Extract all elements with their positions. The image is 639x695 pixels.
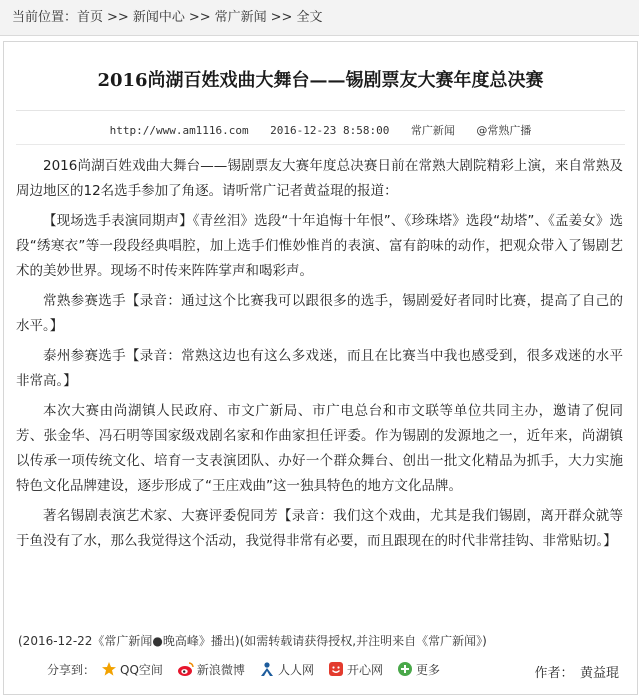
weibo-icon — [177, 661, 194, 677]
share-kaixin[interactable] — [328, 661, 383, 678]
breadcrumb-home[interactable]: 首页 — [77, 10, 104, 25]
more-icon — [397, 661, 413, 677]
share-weibo[interactable] — [177, 661, 245, 678]
share-more-label: 更多 — [415, 662, 440, 677]
meta-divider — [16, 144, 625, 145]
share-renren[interactable] — [259, 661, 314, 678]
article-title: 2016尚湖百姓戏曲大舞台——锡剧票友大赛年度总决赛 — [97, 70, 544, 91]
meta-source: @常熟广播 — [476, 124, 532, 137]
article-paragraph: 泰州参赛选手【录音：常熟这边也有这么多戏迷，而且在比赛当中我也感受到，很多戏迷的水平非常高。】 — [16, 348, 623, 389]
share-kaixin-label: 开心网 — [346, 662, 383, 677]
renren-icon — [259, 661, 275, 677]
qzone-icon — [101, 661, 117, 677]
article-author: 作者： 黄益琨 — [534, 666, 619, 681]
broadcast-note: (2016-12-22《常广新闻●晚高峰》播出)(如需转载请获得授权,并注明来自《常广新闻》) — [18, 634, 487, 648]
article-body — [16, 154, 623, 559]
breadcrumb-news-center[interactable]: 新闻中心 — [132, 10, 185, 25]
article-paragraph: 2016尚湖百姓戏曲大舞台——锡剧票友大赛年度总决赛日前在常熟大剧院精彩上演，来自常熟及周边地区的12名选手参加了角逐。请听常广记者黄益琨的报道： — [16, 158, 623, 199]
breadcrumb-current: 全文 — [296, 10, 323, 25]
share-qzone[interactable] — [101, 661, 163, 678]
meta-category: 常广新闻 — [410, 124, 455, 137]
article-panel — [3, 41, 638, 695]
kaixin-icon — [328, 661, 344, 677]
article-paragraph: 【现场选手表演同期声】《青丝泪》选段“十年追悔十年恨”、《珍珠塔》选段“劫塔”、《孟姜女》选段“绣寒衣”等一段段经典唱腔，加上选手们惟妙惟肖的表演、富有韵味的动作，把观众带入了锡剧艺术的美妙世界。现场不时传来阵阵掌声和喝彩声。 — [16, 213, 623, 279]
breadcrumb — [0, 0, 639, 36]
breadcrumb-changguang-news[interactable]: 常广新闻 — [214, 10, 267, 25]
breadcrumb-separator: >> — [270, 10, 293, 25]
share-renren-label: 人人网 — [277, 662, 314, 677]
breadcrumb-separator: >> — [188, 10, 211, 25]
meta-date: 2016-12-23 8:58:00 — [270, 124, 390, 137]
meta-url[interactable]: http://www.am1116.com — [109, 124, 249, 137]
share-bar — [47, 659, 454, 679]
share-label: 分享到： — [47, 662, 96, 677]
article-meta — [4, 122, 637, 138]
share-weibo-label: 新浪微博 — [196, 662, 245, 677]
share-qzone-label: QQ空间 — [120, 662, 163, 677]
article-paragraph: 本次大赛由尚湖镇人民政府、市文广新局、市广电总台和市文联等单位共同主办，邀请了倪同芳、张金华、冯石明等国家级戏剧名家和作曲家担任评委。作为锡剧的发源地之一，近年来，尚湖镇以传承一项传统文化、培育一支表演团队、办好一个群众舞台、创出一批文化精品为抓手，大力实施特色文化品牌建设，逐步形成了“王庄戏曲”这一独具特色的地方文化品牌。 — [16, 403, 623, 494]
breadcrumb-separator: >> — [107, 10, 129, 25]
breadcrumb-prefix: 当前位置： — [12, 10, 78, 25]
share-more[interactable] — [397, 661, 440, 678]
article-paragraph: 常熟参赛选手【录音：通过这个比赛我可以跟很多的选手，锡剧爱好者同时比赛，提高了自己的水平。】 — [16, 293, 623, 334]
title-divider — [16, 110, 625, 111]
article-paragraph: 著名锡剧表演艺术家、大赛评委倪同芳【录音：我们这个戏曲，尤其是我们锡剧，离开群众就等于鱼没有了水，那么我觉得这个活动，我觉得非常有必要，而且跟现在的时代非常挂钩、非常贴切。】 — [16, 508, 623, 549]
